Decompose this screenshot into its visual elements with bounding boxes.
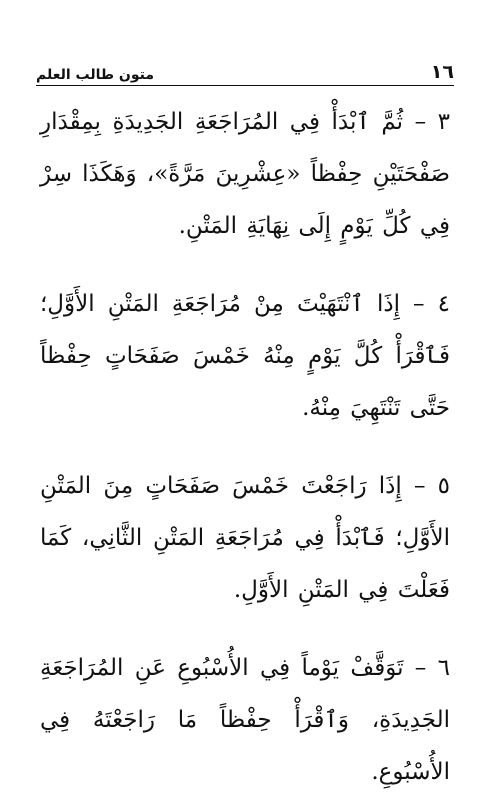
page-body: [40, 96, 450, 785]
paragraph-6: ٦ – تَوَقَّفْ يَوْماً فِي الأُسْبُوعِ عَنِ المُرَاجَعَةِ الجَدِيدَةِ، وَٱقْرَأْ حِفْظاً مَا رَاجَعْتَهُ فِي الأُسْبُوعِ.: [40, 655, 450, 785]
paragraph-4: ٤ – إِذَا ٱنْتَهَيْتَ مِنْ مُرَاجَعَةِ المَتْنِ الأَوَّلِ؛ فَٱقْرَأْ كُلَّ يَوْمٍ مِنْهُ خَمْسَ صَفَحَاتٍ حِفْظاً حَتَّى تَنْتَهِيَ مِنْهُ.: [40, 291, 450, 421]
book-title: متون طالب العلم: [36, 67, 155, 83]
paragraph-3: ٣ – ثُمَّ ٱبْدَأْ فِي المُرَاجَعَةِ الجَدِيدَةِ بِمِقْدَارِ صَفْحَتَيْنِ حِفْظاً «عِشْرِينَ مَرَّةً»، وَهَكَذَا سِرْ فِي كُلِّ يَوْمٍ إِلَى نِهَايَةِ المَتْنِ.: [40, 109, 450, 239]
paragraph-5: ٥ – إِذَا رَاجَعْتَ خَمْسَ صَفَحَاتٍ مِنَ المَتْنِ الأَوَّلِ؛ فَٱبْدَأْ فِي مُرَاجَعَةِ المَتْنِ الثَّانِي، كَمَا فَعَلْتَ فِي المَتْنِ الأَوَّلِ.: [40, 473, 450, 603]
page-header: [36, 52, 454, 86]
page-number: ١٦: [430, 61, 454, 83]
